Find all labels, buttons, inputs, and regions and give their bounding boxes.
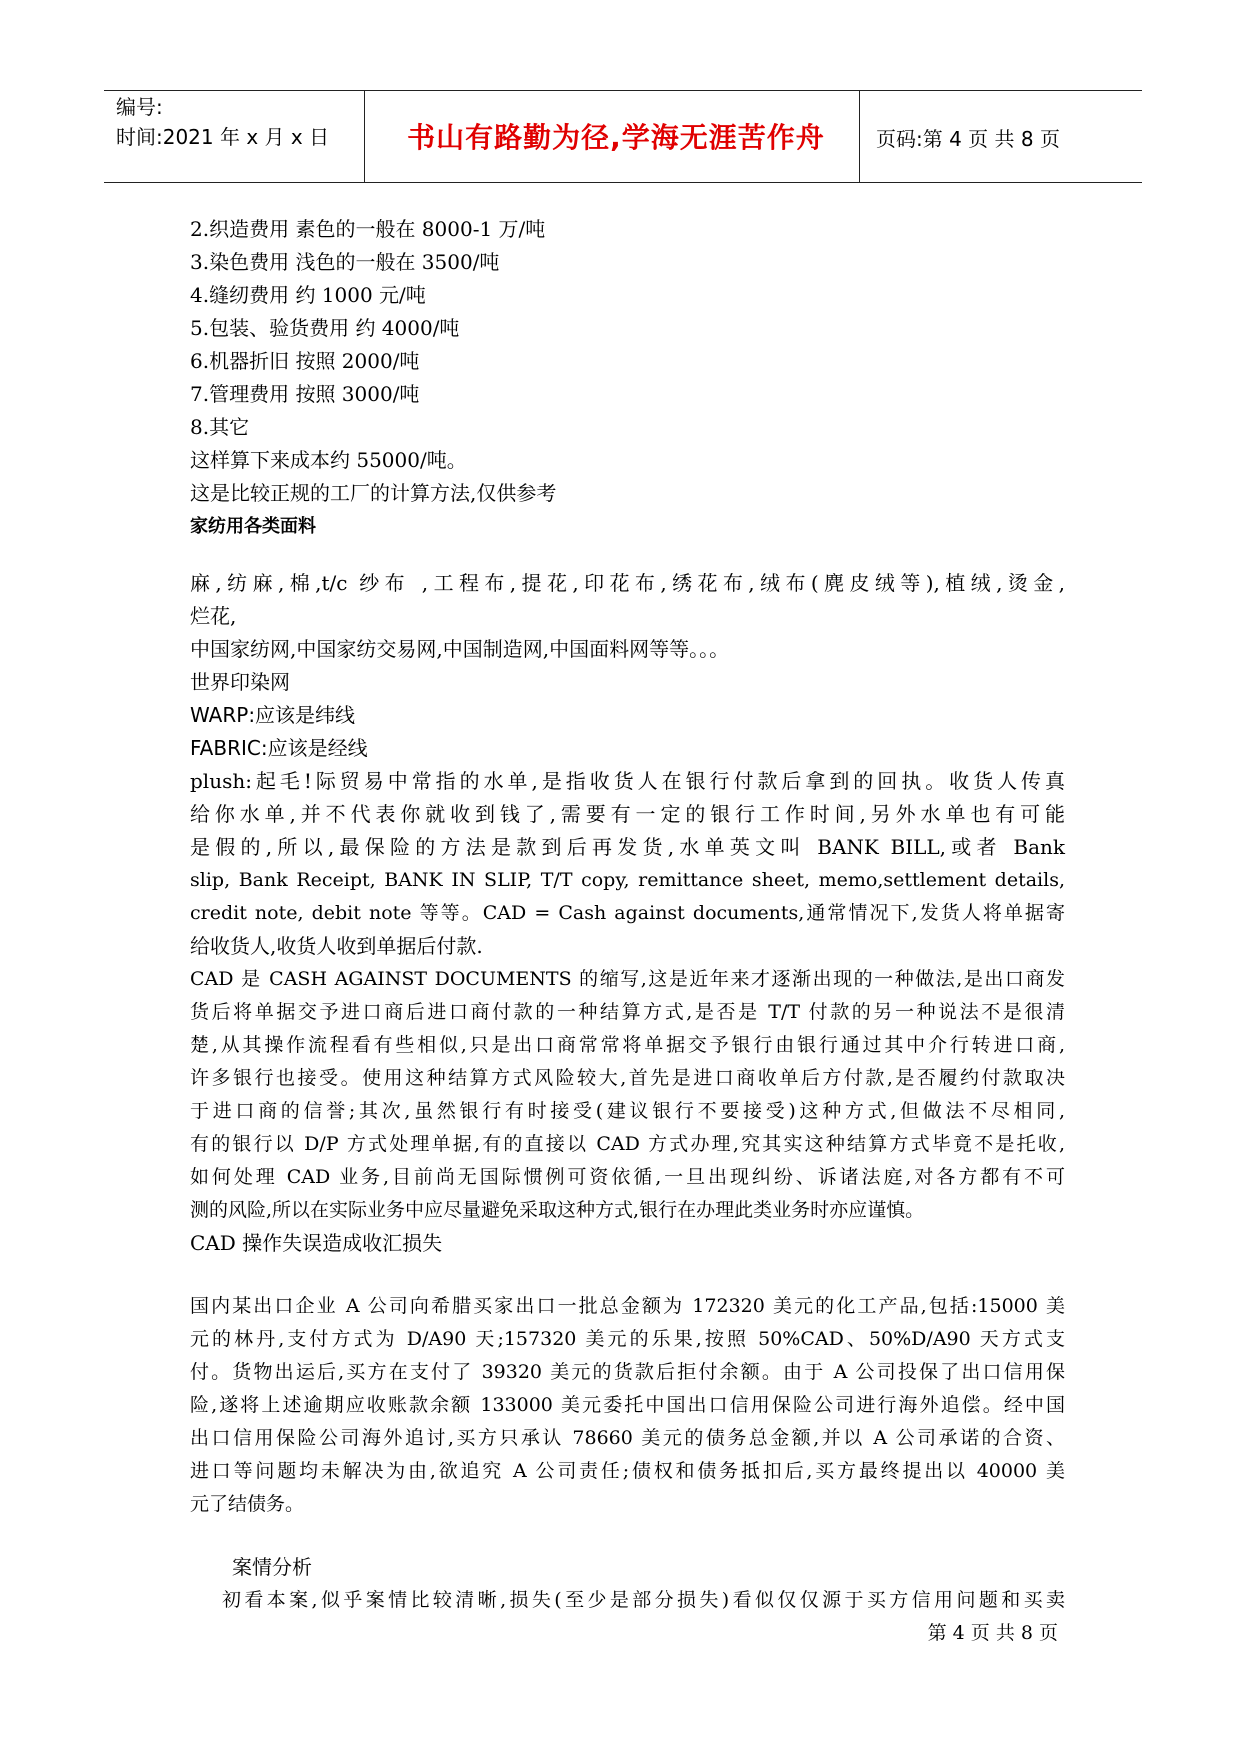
cost-line: 7.管理费用 按照 3000/吨 <box>190 382 420 406</box>
cost-line: 3.染色费用 浅色的一般在 3500/吨 <box>190 250 500 274</box>
section-heading-fabrics: 家纺用各类面料 <box>190 516 316 537</box>
spacer <box>190 543 1065 567</box>
cost-line: 4.缝纫费用 约 1000 元/吨 <box>190 283 426 307</box>
spacer <box>190 1521 1065 1551</box>
cost-line: 8.其它 <box>190 415 250 439</box>
fabric-line: FABRIC:应该是经线 <box>190 736 368 760</box>
paragraph-line: 如何处理 CAD 业务,目前尚无国际惯例可资依循,一旦出现纠纷、诉诸法庭,对各方都有不可 <box>190 1166 1065 1188</box>
header-bottom-rule <box>104 182 1142 183</box>
paragraph-line: 国内某出口企业 A 公司向希腊买家出口一批总金额为 172320 美元的化工产品,包括:15000 美 <box>190 1295 1065 1317</box>
cost-line: 这样算下来成本约 55000/吨。 <box>190 448 467 472</box>
paragraph-line: plush:起毛!际贸易中常指的水单,是指收货人在银行付款后拿到的回执。收货人传真 <box>190 769 1065 793</box>
paragraph-line: 测的风险,所以在实际业务中应尽量避免采取这种方式,银行在办理此类业务时亦应谨慎。 <box>190 1199 925 1221</box>
document-body <box>190 213 1065 1617</box>
paragraph-line: 险,遂将上述逾期应收账款余额 133000 美元委托中国出口信用保险公司进行海外追偿。经中国 <box>190 1394 1065 1416</box>
paragraph-line: 给收货人,收货人收到单据后付款. <box>190 934 483 958</box>
paragraph-line: 给你水单,并不代表你就收到钱了,需要有一定的银行工作时间,另外水单也有可能 <box>190 802 1065 826</box>
paragraph-line: 进口等问题均未解决为由,欲追究 A 公司责任;债权和债务抵扣后,买方最终提出以 40000 美 <box>190 1460 1065 1482</box>
cost-line: 2.织造费用 素色的一般在 8000-1 万/吨 <box>190 217 546 241</box>
cad-loss-title: CAD 操作失误造成收汇损失 <box>190 1231 443 1255</box>
header-page-number: 页码:第 4 页 共 8 页 <box>876 127 1060 151</box>
cost-list <box>190 213 1065 510</box>
fabrics-line: 烂花, <box>190 604 237 628</box>
paragraph-line: 于进口商的信誉;其次,虽然银行有时接受(建议银行不要接受)这种方式,但做法不尽相同, <box>190 1100 1065 1122</box>
paragraph-line: CAD 是 CASH AGAINST DOCUMENTS 的缩写,这是近年来才逐渐出现的一种做法,是出口商发 <box>190 968 1065 990</box>
spacer <box>190 1260 1065 1290</box>
cad-paragraph <box>190 963 1065 1227</box>
paragraph-line: 是假的,所以,最保险的方法是款到后再发货,水单英文叫 BANK BILL,或者 Bank <box>190 835 1065 859</box>
case-paragraph <box>190 1290 1065 1521</box>
printing-site-line: 世界印染网 <box>190 670 290 694</box>
websites-line: 中国家纺网,中国家纺交易网,中国制造网,中国面料网等等。。。 <box>190 637 730 661</box>
cost-line: 这是比较正规的工厂的计算方法,仅供参考 <box>190 481 557 505</box>
paragraph-line: credit note, debit note 等等。CAD = Cash against documents,通常情况下,发货人将单据寄 <box>190 902 1065 924</box>
paragraph-line: 出口信用保险公司海外追讨,买方只承认 78660 美元的债务总金额,并以 A 公司承诺的合资、 <box>190 1427 1065 1449</box>
paragraph-line: slip, Bank Receipt, BANK IN SLIP, T/T copy, remittance sheet, memo,settlement details, <box>190 869 1065 891</box>
paragraph-line: 楚,从其操作流程看有些相似,只是出口商常常将单据交予银行由银行通过其中介行转进口商, <box>190 1034 1065 1056</box>
analysis-line: 初看本案,似乎案情比较清晰,损失(至少是部分损失)看似仅仅源于买方信用问题和买卖 <box>222 1589 1065 1611</box>
document-number-label: 编号: <box>116 95 163 119</box>
warp-line: WARP:应该是纬线 <box>190 703 356 727</box>
paragraph-line: 付。货物出运后,买方在支付了 39320 美元的货款后拒付余额。由于 A 公司投保了出口信用保 <box>190 1361 1065 1383</box>
paragraph-line: 有的银行以 D/P 方式处理单据,有的直接以 CAD 方式办理,究其实这种结算方式毕竟不是托收, <box>190 1133 1065 1155</box>
cost-line: 6.机器折旧 按照 2000/吨 <box>190 349 420 373</box>
header-divider-left <box>364 90 365 183</box>
cost-line: 5.包装、验货费用 约 4000/吨 <box>190 316 460 340</box>
plush-paragraph <box>190 765 1065 963</box>
paragraph-line: 货后将单据交予进口商后进口商付款的一种结算方式,是否是 T/T 付款的另一种说法不是很清 <box>190 1001 1065 1023</box>
paragraph-line: 许多银行也接受。使用这种结算方式风险较大,首先是进口商收单后方付款,是否履约付款取决 <box>190 1067 1065 1089</box>
header-top-rule <box>104 90 1142 91</box>
header-motto: 书山有路勤为径,学海无涯苦作舟 <box>407 121 825 154</box>
footer-page-number: 第 4 页 共 8 页 <box>927 1622 1058 1644</box>
paragraph-line: 元的林丹,支付方式为 D/A90 天;157320 美元的乐果,按照 50%CAD、50%D/A90 天方式支 <box>190 1328 1065 1350</box>
fabrics-line: 麻,纺麻,棉,t/c 纱布 ,工程布,提花,印花布,绣花布,绒布(麂皮绒等),植绒,烫金, <box>190 571 1065 595</box>
analysis-title: 案情分析 <box>232 1555 312 1579</box>
document-time-label: 时间:2021 年 x 月 x 日 <box>116 125 330 149</box>
header-meta <box>116 92 329 152</box>
paragraph-line: 元了结债务。 <box>190 1493 305 1515</box>
